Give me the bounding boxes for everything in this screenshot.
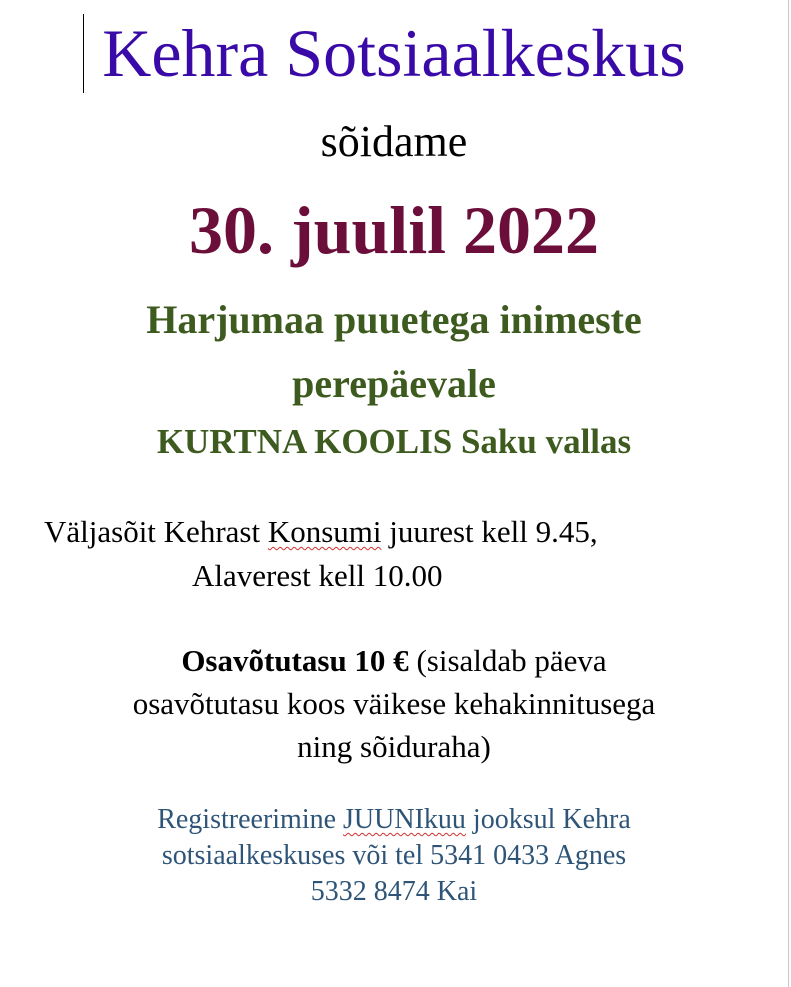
registration-line-2: sotsiaalkeskuses või tel 5341 0433 Agnes — [161, 840, 627, 871]
spellcheck-flagged-word[interactable]: Konsumi — [267, 514, 382, 549]
spellcheck-flagged-word[interactable]: JUUNIkuu — [343, 804, 466, 835]
departure-line-1 — [44, 512, 598, 552]
registration-line-1 — [0, 802, 788, 838]
departure-line-2: Alaverest kell 10.00 — [192, 558, 443, 593]
fee-line-1 — [0, 641, 788, 681]
departure-text-start: Väljasõit Kehrast — [44, 514, 268, 549]
fee-line-2: osavõtutasu koos väikese kehakinnitusega — [132, 686, 656, 721]
fee-line-3: ning sõiduraha) — [297, 729, 491, 764]
registration-text-start: Registreerimine — [157, 804, 344, 835]
document-title: Kehra Sotsiaalkeskus — [102, 15, 686, 91]
fee-label: Osavõtutasu 10 € — [181, 643, 409, 678]
event-name-line-2: perepäevale — [292, 361, 496, 406]
event-location: KURTNA KOOLIS Saku vallas — [156, 422, 632, 461]
registration-line-3: 5332 8474 Kai — [310, 876, 478, 907]
event-date: 30. juulil 2022 — [189, 192, 599, 268]
subtitle-text: sõidame — [320, 117, 468, 166]
page-edge-divider — [788, 0, 789, 987]
fee-text-start: (sisaldab päeva — [408, 643, 607, 678]
departure-text-end: juurest kell 9.45, — [381, 514, 598, 549]
registration-text-end: jooksul Kehra — [465, 804, 631, 835]
event-name-line-1: Harjumaa puuetega inimeste — [146, 297, 642, 342]
